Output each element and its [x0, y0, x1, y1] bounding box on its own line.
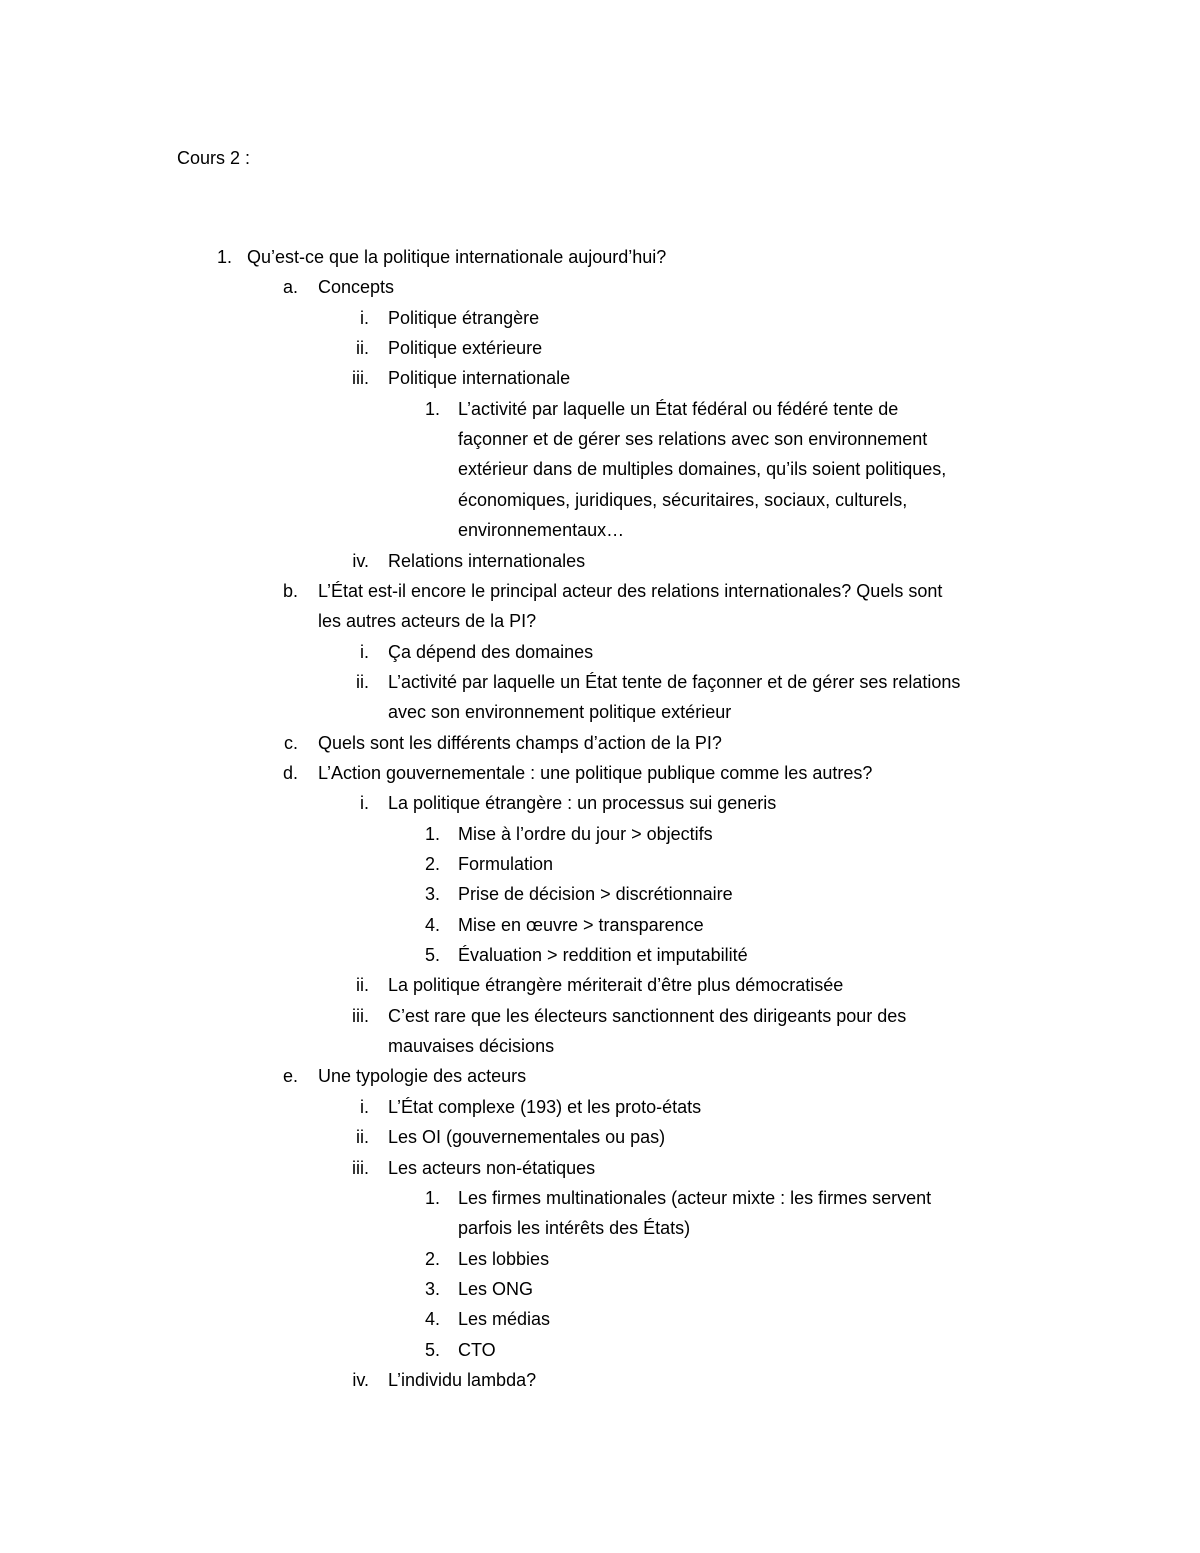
list-marker: iii. [352, 1005, 369, 1026]
list-marker: ii. [356, 338, 369, 359]
list-item-text: Évaluation > reddition et imputabilité [458, 945, 748, 966]
list-item [0, 1153, 1200, 1183]
list-marker: e. [282, 1066, 298, 1087]
list-item [0, 272, 1200, 302]
list-item-text: C’est rare que les électeurs sanctionnent des dirigeants pour des [388, 1005, 907, 1026]
list-marker: 1. [424, 1187, 440, 1208]
list-item-text: Les lobbies [458, 1248, 550, 1269]
list-item-text: Les OI (gouvernementales ou pas) [388, 1127, 666, 1148]
list-item-text: Formulation [458, 854, 554, 874]
list-item-continuation [0, 1213, 1200, 1243]
list-item [0, 1244, 1200, 1274]
list-item-text: Une typologie des acteurs [318, 1066, 527, 1087]
list-item-text: les autres acteurs de la PI? [318, 611, 537, 632]
list-marker: ii. [356, 1127, 369, 1148]
list-item [0, 849, 1200, 879]
list-marker: 1. [424, 823, 440, 844]
list-item [0, 1274, 1200, 1304]
list-item [0, 303, 1200, 333]
list-item [0, 819, 1200, 849]
list-item-continuation [0, 606, 1200, 636]
list-item-text: Mise en œuvre > transparence [458, 914, 704, 935]
list-item-continuation [0, 485, 1200, 515]
list-item-text: extérieur dans de multiples domaines, qu’ils soient politiques, [458, 459, 947, 480]
list-marker: iv. [352, 550, 369, 571]
list-item-text: Concepts [318, 277, 395, 298]
list-item-text: Relations internationales [388, 550, 586, 571]
list-marker: iii. [352, 368, 369, 389]
list-item [0, 1335, 1200, 1365]
list-item [0, 970, 1200, 1000]
list-item-text: L’État est-il encore le principal acteur des relations internationales? Quels sont [318, 580, 943, 601]
list-item [0, 1183, 1200, 1213]
list-item [0, 910, 1200, 940]
list-item [0, 1001, 1200, 1031]
list-item-text: L’activité par laquelle un État fédéral ou fédéré tente de [458, 398, 899, 419]
list-item [0, 363, 1200, 393]
list-marker: 2. [424, 1248, 440, 1269]
list-item-text: Qu’est-ce que la politique internationale aujourd’hui? [247, 247, 667, 267]
list-marker: 4. [424, 914, 440, 935]
list-item [0, 333, 1200, 363]
list-item [0, 879, 1200, 909]
list-item [0, 1061, 1200, 1091]
list-item [0, 940, 1200, 970]
list-marker: 2. [424, 854, 440, 874]
list-marker: i. [360, 793, 369, 814]
list-marker: c. [283, 732, 298, 753]
list-item [0, 637, 1200, 667]
list-item-text: Les firmes multinationales (acteur mixte : les firmes servent [458, 1187, 932, 1208]
list-item-text: Les acteurs non-étatiques [388, 1157, 596, 1178]
document-title: Cours 2 : [177, 148, 251, 168]
list-item-text: avec son environnement politique extérieur [388, 702, 732, 723]
list-marker: 4. [424, 1309, 440, 1330]
list-marker: 3. [424, 884, 440, 905]
list-item-continuation [0, 697, 1200, 727]
list-item-text: L’activité par laquelle un État tente de façonner et de gérer ses relations [388, 671, 961, 692]
list-item-text: parfois les intérêts des États) [458, 1218, 691, 1239]
list-item [0, 788, 1200, 818]
list-item-text: La politique étrangère : un processus sui generis [388, 793, 777, 814]
list-item [0, 394, 1200, 424]
list-item [0, 728, 1200, 758]
list-marker: i. [360, 307, 369, 328]
list-marker: 1. [424, 398, 440, 419]
list-item-text: CTO [458, 1339, 496, 1360]
list-marker: d. [282, 762, 298, 783]
list-item-text: Les médias [458, 1309, 551, 1330]
list-item-text: Prise de décision > discrétionnaire [458, 884, 733, 905]
list-item [0, 1304, 1200, 1334]
list-item-continuation [0, 1031, 1200, 1061]
list-item-text: Ça dépend des domaines [388, 641, 594, 662]
list-marker: 1. [216, 247, 232, 267]
list-item-continuation [0, 515, 1200, 545]
list-item-text: Politique extérieure [388, 338, 543, 359]
list-item-text: façonner et de gérer ses relations avec son environnement [458, 429, 928, 450]
list-item-continuation [0, 454, 1200, 484]
list-item-text: mauvaises décisions [388, 1036, 555, 1057]
list-item [0, 242, 1200, 272]
list-item-text: environnementaux… [458, 520, 625, 541]
list-item-text: L’Action gouvernementale : une politique publique comme les autres? [318, 762, 873, 783]
list-item [0, 1092, 1200, 1122]
list-marker: iii. [352, 1157, 369, 1178]
list-item-continuation [0, 424, 1200, 454]
list-item [0, 576, 1200, 606]
list-marker: i. [360, 1096, 369, 1117]
list-item-text: Mise à l’ordre du jour > objectifs [458, 823, 713, 844]
list-item-text: L’individu lambda? [388, 1369, 537, 1390]
list-item-text: Les ONG [458, 1278, 534, 1299]
list-item [0, 667, 1200, 697]
list-item [0, 758, 1200, 788]
list-marker: i. [360, 641, 369, 662]
list-marker: 3. [424, 1278, 440, 1299]
list-item-text: Politique étrangère [388, 307, 540, 328]
list-marker: a. [282, 277, 298, 298]
list-marker: 5. [424, 1339, 440, 1360]
list-item [0, 1122, 1200, 1152]
list-item-text: L’État complexe (193) et les proto-états [388, 1096, 702, 1117]
list-item-text: La politique étrangère mériterait d’être plus démocratisée [388, 975, 844, 996]
list-item-text: économiques, juridiques, sécuritaires, sociaux, culturels, [458, 489, 908, 510]
list-item [0, 1365, 1200, 1395]
list-marker: ii. [356, 975, 369, 996]
list-item-text: Quels sont les différents champs d’action de la PI? [318, 732, 722, 753]
list-marker: b. [282, 580, 298, 601]
list-item-text: Politique internationale [388, 368, 571, 389]
list-item [0, 546, 1200, 576]
list-marker: ii. [356, 671, 369, 692]
list-marker: iv. [352, 1369, 369, 1390]
list-marker: 5. [424, 945, 440, 966]
